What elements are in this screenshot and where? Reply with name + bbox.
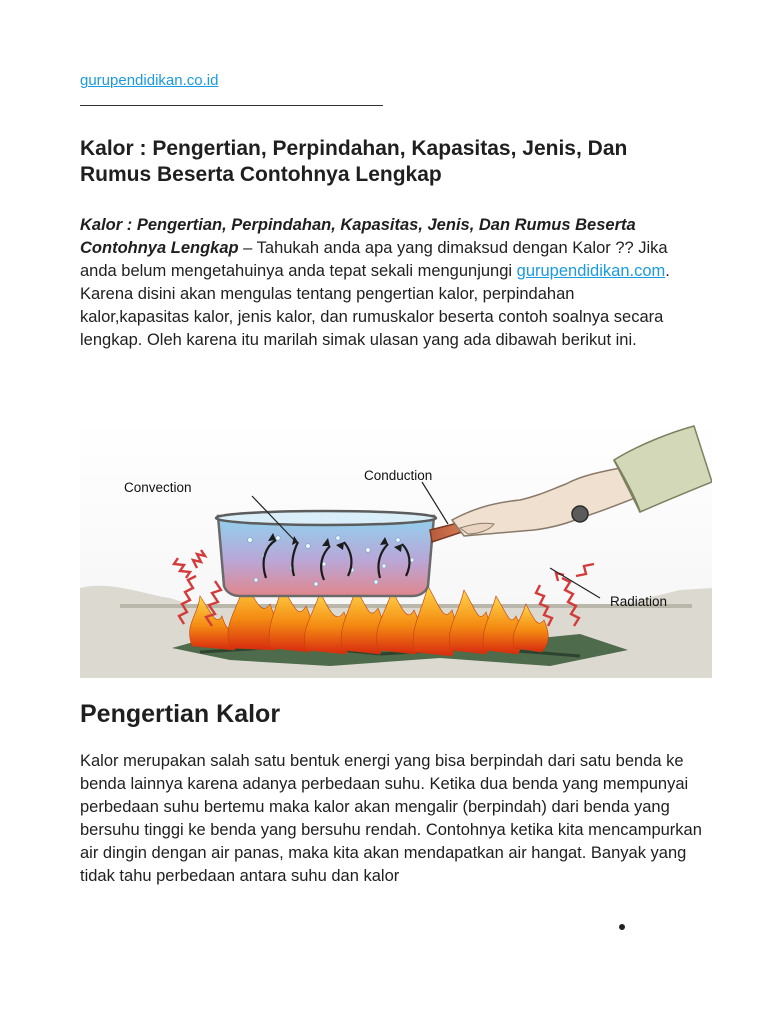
site-link[interactable]: gurupendidikan.co.id <box>80 72 219 89</box>
section-heading: Pengertian Kalor <box>80 700 281 728</box>
intro-paragraph <box>80 214 680 352</box>
intro-link[interactable]: gurupendidikan.com <box>516 262 666 280</box>
intro-text-2: . Karena disini akan mengulas tentang pengertian kalor, perpindahan kalor,kapasitas kalor, jenis kalor, dan rumuskalor beserta contoh soalnya secara lengkap. Oleh karena itu marilah simak ulasan yang ada dibawah berikut ini. <box>80 262 670 349</box>
heat-transfer-illustration <box>80 420 712 678</box>
label-conduction: Conduction <box>364 468 433 483</box>
intro-lead: Kalor : Pengertian, Perpindahan, Kapasitas, Jenis, Dan Rumus Beserta Contohnya Lengkap <box>80 216 636 257</box>
intro-text-1: – Tahukah anda apa yang dimaksud dengan Kalor ?? Jika anda belum mengetahuinya anda tepat sekali mengunjungi <box>80 239 668 280</box>
bullet-dot <box>619 924 625 930</box>
divider <box>80 105 383 106</box>
label-radiation: Radiation <box>610 594 668 609</box>
section-paragraph: Kalor merupakan salah satu bentuk energi yang bisa berpindah dari satu benda ke benda lainnya karena adanya perbedaan suhu. Ketika dua benda yang mempunyai perbedaan suhu bertemu maka kalor akan mengalir (berpindah) dari benda yang bersuhu tinggi ke benda yang bersuhu rendah. Contohnya ketika kita mencampurkan air dingin dengan air panas, maka kita akan mendapatkan air hangat. Banyak yang tidak tahu perbedaan antara suhu dan kalor <box>80 752 702 885</box>
article-title: Kalor : Pengertian, Perpindahan, Kapasitas, Jenis, Dan Rumus Beserta Contohnya Lengkap <box>80 137 628 186</box>
label-convection: Convection <box>124 480 192 495</box>
